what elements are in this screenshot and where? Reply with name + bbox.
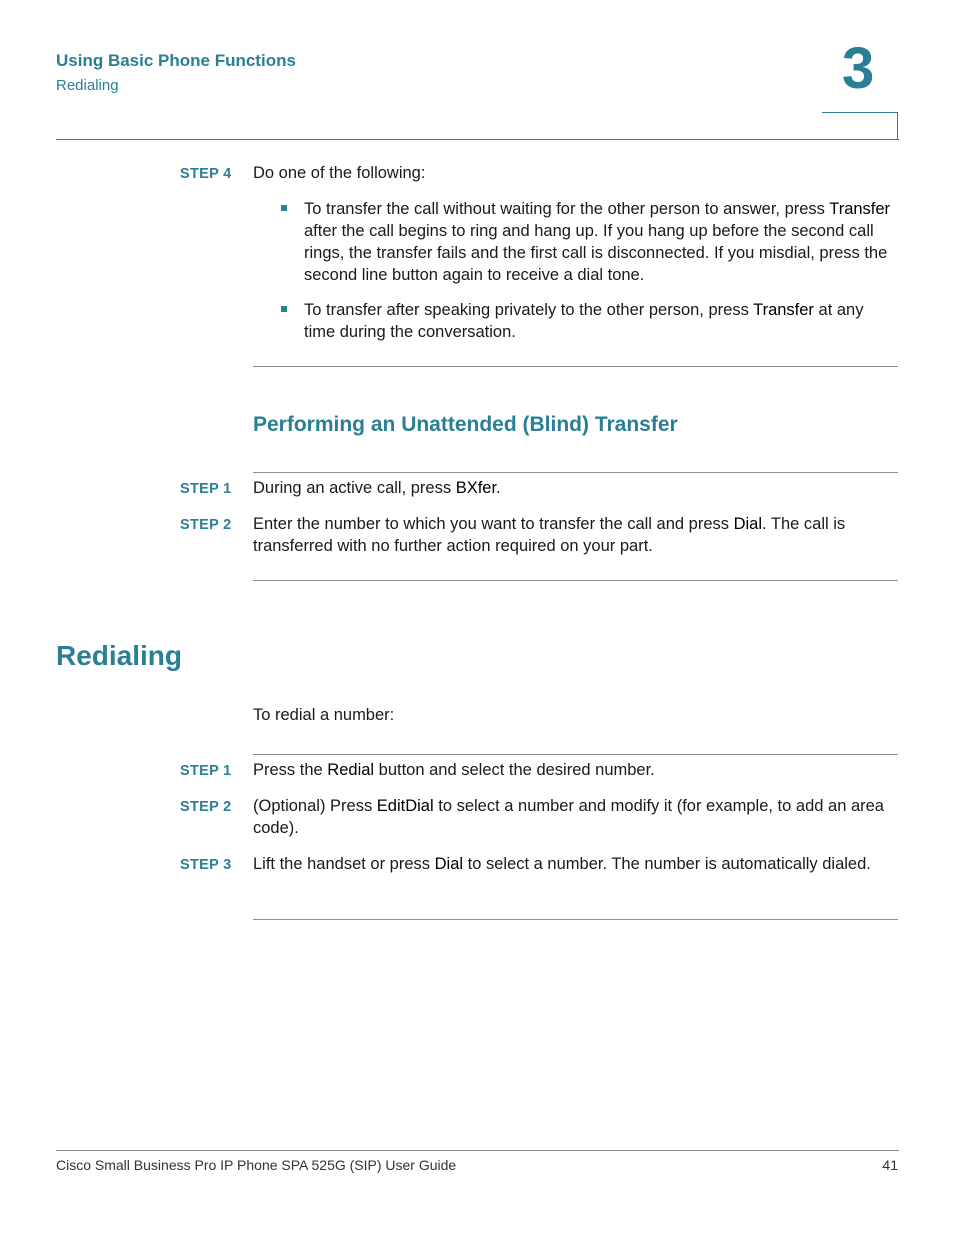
text-segment: During an active call, press [253, 479, 456, 497]
square-bullet-icon [281, 306, 287, 312]
header-rule [56, 139, 899, 140]
section-name: Redialing [56, 77, 119, 94]
list-item-text [304, 198, 898, 286]
text-segment: . The call is transferred with no further action required on your part. [253, 515, 846, 555]
text-segment: To transfer the call without waiting for the other person to answer, press [304, 200, 830, 218]
text-segment: (Optional) Press [253, 797, 377, 815]
section-rule [253, 472, 898, 473]
softkey-name: Transfer [829, 200, 891, 218]
softkey-name: Transfer [753, 301, 814, 319]
step-label: STEP 2 [180, 799, 232, 815]
step-label: STEP 3 [180, 857, 232, 873]
step-label: STEP 1 [180, 763, 232, 779]
text-segment: to select a number and modify it (for example, to add an area code). [253, 797, 884, 837]
text-segment: to select a number. The number is automatically dialed. [463, 855, 871, 873]
step-label: STEP 1 [180, 481, 232, 497]
section-heading: Redialing [56, 640, 183, 671]
text-segment: after the call begins to ring and hang up. If you hang up before the second call rings, the transfer fails and the first call is disconnected. If you misdial, press the second line button again to receive a dial tone. [304, 222, 888, 284]
section-rule [253, 754, 898, 755]
text-segment: . [496, 479, 501, 497]
softkey-name: BXfer [455, 479, 497, 497]
list-item-text [304, 299, 898, 343]
section-rule [253, 366, 898, 367]
softkey-name: Redial [327, 761, 375, 779]
chapter-title: Using Basic Phone Functions [56, 51, 296, 70]
step-label: STEP 2 [180, 517, 232, 533]
softkey-name: EditDial [376, 797, 434, 815]
softkey-name: Dial [434, 855, 464, 873]
text-segment: Enter the number to which you want to transfer the call and press [253, 515, 734, 533]
page-number: 41 [882, 1157, 898, 1173]
footer-title: Cisco Small Business Pro IP Phone SPA 525G (SIP) User Guide [56, 1157, 457, 1173]
square-bullet-icon [281, 205, 287, 211]
text-segment: Lift the handset or press [253, 855, 435, 873]
step-text [253, 853, 898, 875]
softkey-name: Dial [733, 515, 763, 533]
text-segment: To transfer after speaking privately to the other person, press [304, 301, 754, 319]
step-text [253, 759, 898, 781]
subsection-heading: Performing an Unattended (Blind) Transfer [253, 413, 678, 436]
text-segment: at any time during the conversation. [304, 301, 864, 341]
section-rule [253, 919, 898, 920]
step-text [253, 795, 898, 839]
chapter-number: 3 [842, 36, 875, 101]
step-text: Do one of the following: [253, 164, 426, 182]
step-text [253, 513, 898, 557]
section-rule [253, 580, 898, 581]
text-segment: Press the [253, 761, 328, 779]
chapter-box-decoration [822, 112, 898, 140]
step-text [253, 477, 898, 499]
footer-rule [56, 1150, 899, 1151]
text-segment: button and select the desired number. [374, 761, 655, 779]
intro-text: To redial a number: [253, 706, 395, 724]
step-label: STEP 4 [180, 166, 232, 182]
